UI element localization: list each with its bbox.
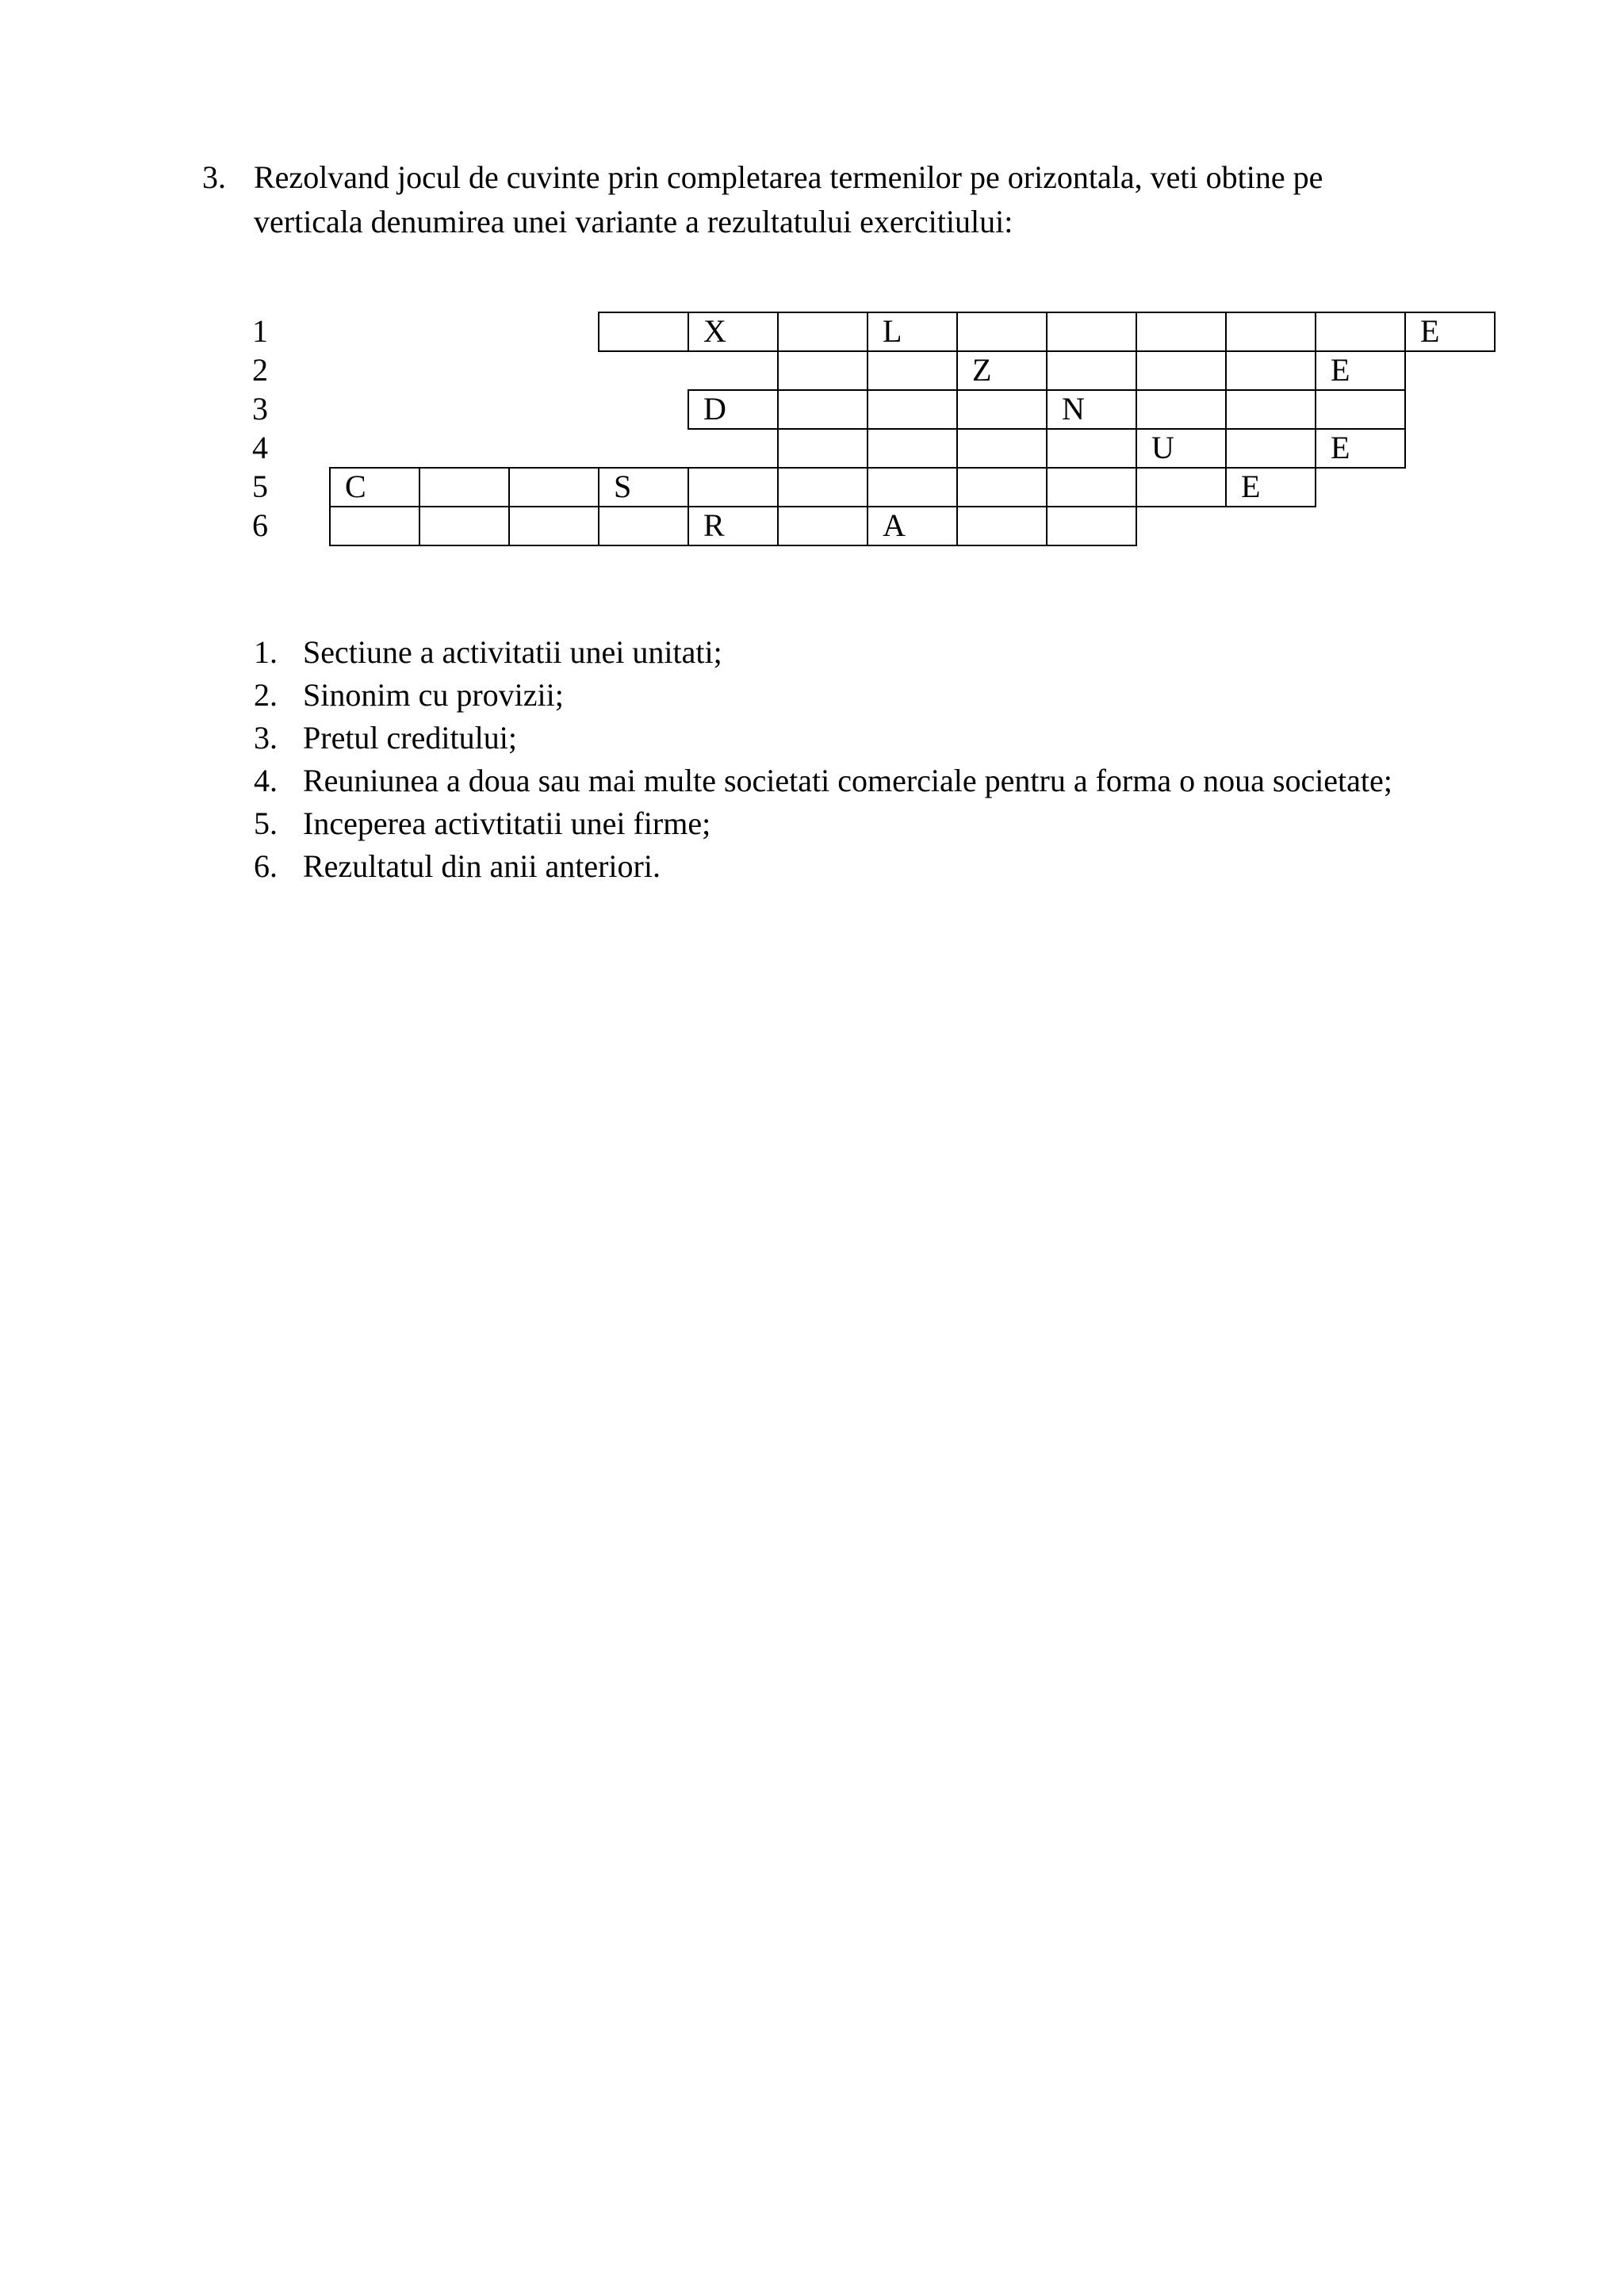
crossword-cell[interactable] [777,428,868,469]
crossword-row-label: 5 [252,469,268,504]
crossword-cell[interactable] [867,428,958,469]
crossword-cell[interactable] [1046,428,1137,469]
crossword-cell[interactable] [956,389,1048,430]
crossword-cell[interactable] [419,506,510,546]
crossword-cell[interactable] [508,467,599,507]
crossword-cell[interactable]: D [688,389,779,430]
crossword-cell[interactable] [777,506,868,546]
question-number: 3. [202,159,226,195]
crossword-cell[interactable] [1136,312,1227,352]
clue-text: Sinonim cu provizii; [303,677,564,713]
question-line-2: verticala denumirea unei variante a rezultatului exercitiului: [254,204,1013,239]
crossword-cell[interactable]: X [688,312,779,352]
crossword-cell[interactable] [1136,350,1227,391]
crossword-row-label: 3 [252,391,268,427]
crossword-cell[interactable]: N [1046,389,1137,430]
crossword-cell[interactable] [867,389,958,430]
crossword-cell[interactable] [777,467,868,507]
crossword-cell[interactable] [1225,350,1316,391]
clue-text: Inceperea activtitatii unei firme; [303,806,711,841]
crossword-cell[interactable] [598,506,689,546]
crossword-row-label: 6 [252,507,268,543]
crossword-cell[interactable] [956,467,1048,507]
clue-text: Pretul creditului; [303,720,517,756]
crossword-cell[interactable] [956,506,1048,546]
crossword-cell[interactable] [777,389,868,430]
question-text [254,155,1491,244]
crossword-cell[interactable] [1046,350,1137,391]
crossword-cell[interactable] [688,467,779,507]
clue-number: 3. [254,720,278,756]
crossword-cell[interactable] [1136,389,1227,430]
crossword-cell[interactable] [1225,312,1316,352]
crossword-cell[interactable] [956,312,1048,352]
clue-text: Reuniunea a doua sau mai multe societati comerciale pentru a forma o noua societate; [303,763,1392,798]
clue-number: 5. [254,806,278,841]
crossword-row-label: 2 [252,352,268,388]
crossword-cell[interactable] [598,312,689,352]
crossword-cell[interactable] [956,428,1048,469]
crossword-cell[interactable]: A [867,506,958,546]
crossword-cell[interactable] [1046,467,1137,507]
clue-number: 2. [254,677,278,713]
crossword-cell[interactable]: E [1315,350,1406,391]
crossword-cell[interactable] [867,467,958,507]
crossword-cell[interactable]: Z [956,350,1048,391]
crossword-row-label: 4 [252,430,268,465]
crossword-cell[interactable] [1225,389,1316,430]
crossword-cell[interactable]: R [688,506,779,546]
crossword-cell[interactable] [867,350,958,391]
crossword-cell[interactable]: U [1136,428,1227,469]
crossword-cell[interactable] [1046,506,1137,546]
crossword-cell[interactable] [777,350,868,391]
crossword-cell[interactable] [1225,428,1316,469]
crossword-cell[interactable] [1046,312,1137,352]
crossword-row-label: 1 [252,313,268,349]
clue-text: Sectiune a activitatii unei unitati; [303,634,722,670]
crossword-cell[interactable]: C [329,467,420,507]
clue-text: Rezultatul din anii anteriori. [303,848,661,884]
crossword-cell[interactable] [1136,467,1227,507]
clue-number: 1. [254,634,278,670]
crossword-cell[interactable] [1315,312,1406,352]
crossword-cell[interactable]: E [1404,312,1496,352]
crossword-cell[interactable]: S [598,467,689,507]
crossword-cell[interactable] [508,506,599,546]
crossword-cell[interactable] [777,312,868,352]
crossword-cell[interactable]: E [1315,428,1406,469]
clue-number: 4. [254,763,278,798]
crossword-cell[interactable] [1315,389,1406,430]
question-line-1: Rezolvand jocul de cuvinte prin completarea termenilor pe orizontala, veti obtine pe [254,159,1323,195]
crossword-cell[interactable]: L [867,312,958,352]
crossword-cell[interactable]: E [1225,467,1316,507]
crossword-cell[interactable] [329,506,420,546]
crossword-cell[interactable] [419,467,510,507]
clue-number: 6. [254,848,278,884]
